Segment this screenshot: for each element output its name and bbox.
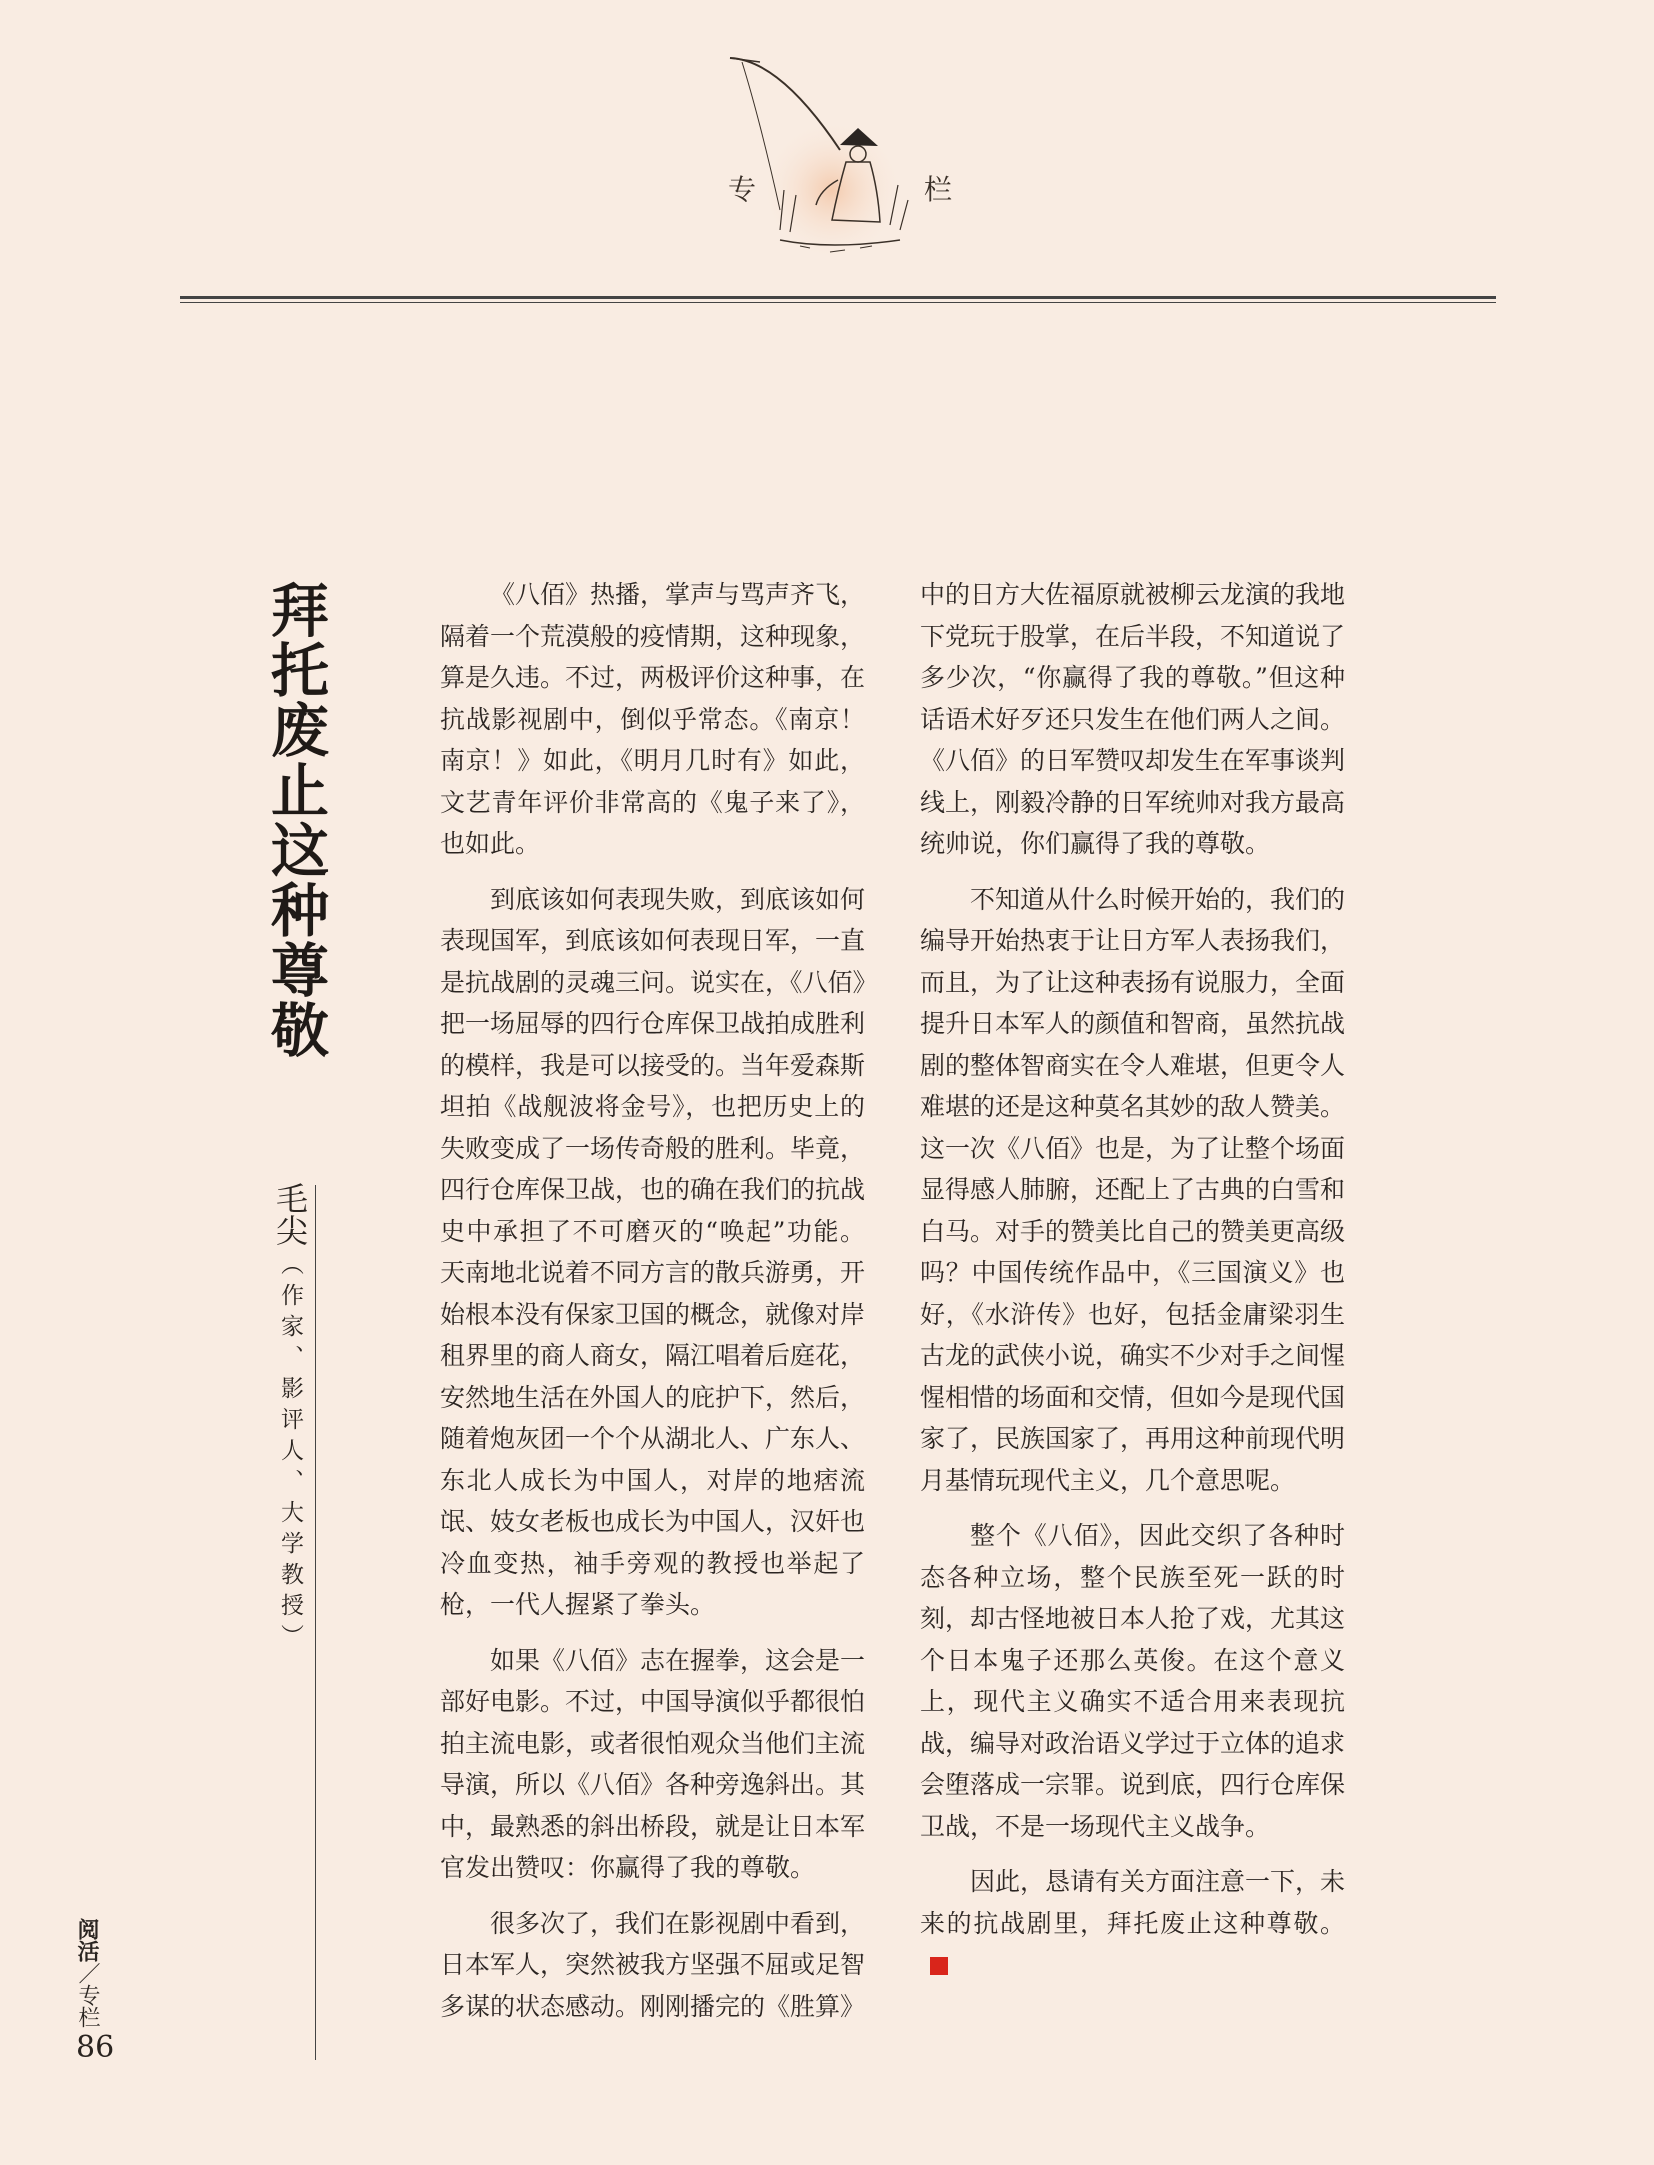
article-title: 拜托废止这种尊敬 [261,580,329,1060]
paragraph: 《八佰》热播，掌声与骂声齐飞，隔着一个荒漠般的疫情期，这种现象，算是久违。不过，两极评价这种事，在抗战影视剧中，倒似乎常态。《南京！南京！》如此，《明月几时有》如此，文艺青年评价非常高的《鬼子来了》，也如此。 [440,580,866,858]
end-of-article-mark [930,1957,948,1975]
page-number: 86 [76,2030,115,2065]
paragraph: 如果《八佰》志在握拳，这会是一部好电影。不过，中国导演似乎都很怕拍主流电影，或者很怕观众当他们主流导演，所以《八佰》各种旁逸斜出。其中，最熟悉的斜出桥段，就是让日本军官发出赞叹：你赢得了我的尊敬。 [440,1645,866,1882]
article-column-left [440,574,865,2041]
footer-slash: ／ [75,1962,100,1984]
paragraph: 整个《八佰》，因此交织了各种时态各种立场，整个民族至死一跃的时刻，却古怪地被日本人抢了戏，尤其这个日本鬼子还那么英俊。在这个意义上，现代主义确实不适合用来表现抗战，编导对政治语义学过于立体的追求会堕落成一宗罪。说到底，四行仓库保卫战，不是一场现代主义战争。 [920,1521,1346,1841]
footer-section: 专栏 [75,1984,100,2028]
author-name: 毛尖 [271,1182,309,1246]
fisherman-illustration [720,40,940,270]
magazine-name: 阅活 [74,1918,100,1962]
header-rule-thin [180,302,1496,303]
article-column-right [920,574,1345,2000]
paragraph-continuation: 中的日方大佐福原就被柳云龙演的我地下党玩于股掌，在后半段，不知道说了多少次，“你赢得了我的尊敬。”但这种话语术好歹还只发生在他们两人之间。《八佰》的日军赞叹却发生在军事谈判线上，刚毅冷静的日军统帅对我方最高统帅说，你们赢得了我的尊敬。 [920,580,1346,858]
section-char-left: 专 [728,173,757,206]
final-paragraph-text: 因此，恳请有关方面注意一下，未来的抗战剧里，拜托废止这种尊敬。 [920,1867,1346,1938]
footer-section-label [74,1918,100,2028]
paragraph: 不知道从什么时候开始的，我们的编导开始热衷于让日方军人表扬我们，而且，为了让这种表扬有说服力，全面提升日本军人的颜值和智商，虽然抗战剧的整体智商实在令人难堪，但更令人难堪的还是这种莫名其妙的敌人赞美。这一次《八佰》也是，为了让整个场面显得感人肺腑，还配上了古典的白雪和白马。对手的赞美比自己的赞美更高级吗？中国传统作品中，《三国演义》也好，《水浒传》也好，包括金庸梁羽生古龙的武侠小说，确实不少对手之间惺惺相惜的场面和交情，但如今是现代国家了，民族国家了，再用这种前现代明月基情玩现代主义，几个意思呢。 [920,884,1346,1495]
paragraph: 很多次了，我们在影视剧中看到，日本军人，突然被我方坚强不屈或足智多谋的状态感动。刚刚播完的《胜算》 [440,1908,866,2021]
author-divider [315,1185,316,2060]
author-credentials: （作家、影评人、大学教授） [277,1252,303,1655]
paragraph-final [920,1861,1345,1986]
header-rule-thick [180,296,1496,299]
paragraph: 到底该如何表现失败，到底该如何表现国军，到底该如何表现日军，一直是抗战剧的灵魂三问。说实在，《八佰》把一场屈辱的四行仓库保卫战拍成胜利的模样，我是可以接受的。当年爱森斯坦拍《战舰波将金号》，也把历史上的失败变成了一场传奇般的胜利。毕竟，四行仓库保卫战，也的确在我们的抗战史中承担了不可磨灭的“唤起”功能。天南地北说着不同方言的散兵游勇，开始根本没有保家卫国的概念，就像对岸租界里的商人商女，隔江唱着后庭花，安然地生活在外国人的庇护下，然后，随着炮灰团一个个从湖北人、广东人、东北人成长为中国人，对岸的地痞流氓、妓女老板也成长为中国人，汉奸也冷血变热，袖手旁观的教授也举起了枪，一代人握紧了拳头。 [440,884,866,1619]
section-char-right: 栏 [924,173,953,206]
